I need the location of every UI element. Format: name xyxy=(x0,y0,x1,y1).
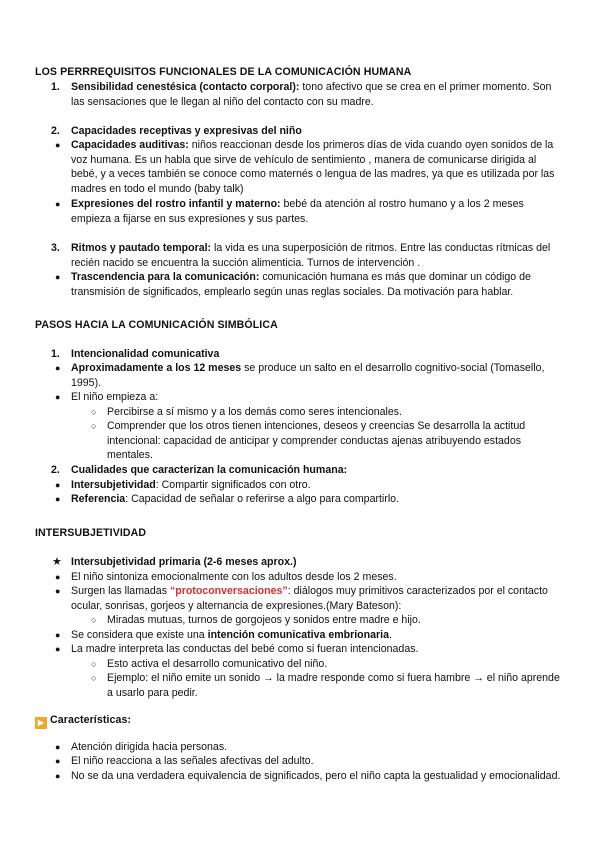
bullet-icon: ● xyxy=(55,644,61,654)
item-text: Miradas mutuas, turnos de gorgojeos y sonidos entre madre e hijo. xyxy=(107,614,421,626)
item-text: El niño empieza a: xyxy=(71,391,159,403)
item-text: la vida es una superposición de ritmos. Entre las conductas rítmicas del recién nacido se encuentra la succión alimenticia. Turnos de intervención . xyxy=(71,242,551,269)
s2-bullet-12-meses xyxy=(0,361,600,390)
item-text: El niño sintoniza emocionalmente con los adultos desde los 2 meses. xyxy=(71,571,397,583)
item-text: : diálogos muy primitivos caracterizados por el contacto ocular, sonrisas, gorjeos y alternancia de expresiones.(Mary Bateson): xyxy=(71,585,548,612)
s1-item-2 xyxy=(0,124,600,139)
s1-bullet-rostro xyxy=(0,197,600,226)
item-text: comunicación humana es más que dominar un código de transmisión de significados, emplearlo según unas reglas sociales. Da motivación para hablar. xyxy=(71,271,531,298)
item-bold: Ritmos y pautado temporal: xyxy=(71,242,212,254)
play-button-icon: ▶ xyxy=(35,717,47,729)
item-bold: Trascendencia para la comunicación: xyxy=(71,271,260,283)
bullet-icon: ● xyxy=(55,199,61,209)
bullet-icon: ● xyxy=(55,392,61,402)
item-text: La madre interpreta las conductas del bebé como si fueran intencionadas. xyxy=(71,643,419,655)
item-text: niños reaccionan desde los primeros días de vida cuando oyen sonidos de la voz humana. Es un habla que sirve de vehículo de sentimiento , manera de comunicarse dirigida al bebé, y a veces también se conoce como maternés o lengua de las madres, ya que es utilizada por las madres en todo el mundo (baby talk) xyxy=(71,139,555,195)
bullet-icon: ● xyxy=(55,572,61,582)
circle-bullet-icon: ○ xyxy=(91,673,97,683)
circle-bullet-icon: ○ xyxy=(91,659,97,669)
s1-bullet-trascendencia xyxy=(0,270,600,299)
item-text: : Compartir significados con otro. xyxy=(155,479,311,491)
bullet-icon: ● xyxy=(55,363,61,373)
item-bold: Intencionalidad comunicativa xyxy=(71,348,220,360)
item-text: . xyxy=(388,629,392,641)
s2-sub-percibirse xyxy=(0,405,600,420)
s3-sub-ejemplo xyxy=(0,671,600,700)
item-text: No se da una verdadera equivalencia de significados, pero el niño capta la gestualidad y emocionalidad. xyxy=(71,770,561,782)
s1-bullet-auditivas xyxy=(0,138,600,196)
s4-bullet-reacciona xyxy=(0,754,600,769)
item-bold: Intersubjetividad primaria (2-6 meses aprox.) xyxy=(71,556,297,568)
s2-bullet-intersubjetividad xyxy=(0,478,600,493)
item-text: tono afectivo que se crea en el primer momento. Son las sensaciones que le llegan al niño del contacto con su madre. xyxy=(71,81,552,108)
s1-item-1 xyxy=(0,80,600,109)
item-bold: Intersubjetividad xyxy=(71,479,156,491)
item-text: El niño reacciona a las señales afectivas del adulto. xyxy=(71,755,314,767)
item-text: Atención dirigida hacia personas. xyxy=(71,741,228,753)
s2-bullet-empieza xyxy=(0,390,600,405)
s3-sub-miradas xyxy=(0,613,600,628)
item-bold: Referencia xyxy=(71,493,126,505)
star-icon: ★ xyxy=(52,556,62,568)
s3-sub-activa xyxy=(0,657,600,672)
s3-bullet-sintoniza xyxy=(0,570,600,585)
item-bold: Cualidades que caracterizan la comunicación humana: xyxy=(71,464,348,476)
s2-item-2 xyxy=(0,463,600,478)
bullet-icon: ● xyxy=(55,272,61,282)
bullet-icon: ● xyxy=(55,756,61,766)
item-text-pre: Surgen las llamadas xyxy=(71,585,170,597)
item-bold: Capacidades auditivas: xyxy=(71,139,189,151)
item-text: Esto activa el desarrollo comunicativo del niño. xyxy=(107,658,328,670)
item-bold: Capacidades receptivas y expresivas del niño xyxy=(71,125,302,137)
item-text: Ejemplo: el niño emite un sonido → la madre responde como si fuera hambre → el niño aprende a usarlo para pedir. xyxy=(107,672,560,699)
bullet-icon: ● xyxy=(55,630,61,640)
item-bold: intención comunicativa embrionaria xyxy=(207,629,389,641)
list-number: 2. xyxy=(51,464,60,476)
section-title-caracteristicas xyxy=(35,713,131,729)
s3-bullet-protoconversaciones xyxy=(0,584,600,613)
item-text: se produce un salto en el desarrollo cognitivo-social (Tomasello, 1995). xyxy=(71,362,545,389)
item-bold: Expresiones del rostro infantil y materno: xyxy=(71,198,281,210)
list-number: 1. xyxy=(51,348,60,360)
bullet-icon: ● xyxy=(55,480,61,490)
item-text: bebé da atención al rostro humano y a los 2 meses empieza a fijarse en sus expresiones y sus partes. xyxy=(71,198,524,225)
s2-item-1 xyxy=(0,347,600,362)
list-number: 2. xyxy=(51,125,60,137)
s2-bullet-referencia xyxy=(0,492,600,507)
item-text: Comprender que los otros tienen intenciones, deseos y creencias Se desarrolla la actitud intencional: capacidad de anticipar y comprender conductas ajenas atribuyendo estados mentales. xyxy=(107,420,526,461)
list-number: 3. xyxy=(51,242,60,254)
bullet-icon: ● xyxy=(55,494,61,504)
s3-bullet-madre xyxy=(0,642,600,657)
circle-bullet-icon: ○ xyxy=(91,421,97,431)
bullet-icon: ● xyxy=(55,586,61,596)
bullet-icon: ● xyxy=(55,771,61,781)
caracteristicas-label: Características: xyxy=(50,714,132,726)
item-text-pre: Se considera que existe una xyxy=(71,629,208,641)
circle-bullet-icon: ○ xyxy=(91,407,97,417)
section-title-intersubjetividad: INTERSUBJETIVIDAD xyxy=(35,527,147,539)
s1-item-3 xyxy=(0,241,600,270)
s3-star-primaria xyxy=(0,555,600,570)
item-text: Percibirse a sí mismo y a los demás como seres intencionales. xyxy=(107,406,402,418)
list-number: 1. xyxy=(51,81,60,93)
s3-bullet-intencion xyxy=(0,628,600,643)
s4-bullet-atencion xyxy=(0,740,600,755)
section-title-pasos: PASOS HACIA LA COMUNICACIÓN SIMBÓLICA xyxy=(35,319,278,331)
section-title-prerrequisitos: LOS PERRREQUISITOS FUNCIONALES DE LA COMUNICACIÓN HUMANA xyxy=(35,66,412,78)
bullet-icon: ● xyxy=(55,140,61,150)
highlight-term: “protoconversaciones” xyxy=(169,585,288,597)
item-bold: Aproximadamente a los 12 meses xyxy=(71,362,242,374)
bullet-icon: ● xyxy=(55,742,61,752)
item-bold: Sensibilidad cenestésica (contacto corporal): xyxy=(71,81,300,93)
circle-bullet-icon: ○ xyxy=(91,615,97,625)
s2-sub-comprender xyxy=(0,419,600,463)
item-text: : Capacidad de señalar o referirse a algo para compartirlo. xyxy=(125,493,400,505)
s4-bullet-equivalencia xyxy=(0,769,600,784)
